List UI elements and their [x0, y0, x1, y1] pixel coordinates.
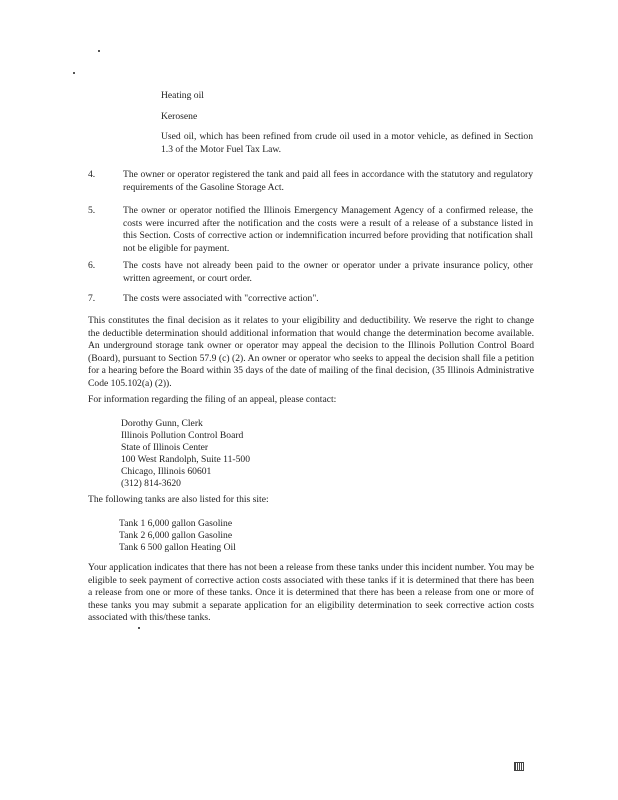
- contact-org: Illinois Pollution Control Board: [121, 430, 244, 441]
- item-number: 5.: [88, 205, 96, 216]
- fuel-kerosene: Kerosene: [161, 111, 198, 122]
- item-number: 6.: [88, 260, 96, 271]
- tank-entry: Tank 2 6,000 gallon Gasoline: [119, 530, 233, 541]
- contact-city: Chicago, Illinois 60601: [121, 466, 212, 477]
- scan-corner-mark: [514, 762, 524, 771]
- tank-entry: Tank 1 6,000 gallon Gasoline: [119, 518, 233, 529]
- item-text: The costs have not already been paid to the owner or operator under a private insurance policy, other written agreement, or court order.: [123, 260, 533, 284]
- scan-speck: [138, 627, 140, 629]
- closing-paragraph: Your application indicates that there has not been a release from these tanks under this incident number. You may be eligible to seek payment of corrective action costs associated with these tanks if it is determined that there has been a release from one or more of these tanks. Once it is determined that there has been a release from one or more of these tanks you may submit a separate application for an eligibility determination to seek corrective action costs associated with this/these tanks.: [88, 562, 534, 624]
- decision-paragraph: This constitutes the final decision as it relates to your eligibility and deductibility. We reserve the right to change the deductible determination should additional information that would change the determination become available. An underground storage tank owner or operator may appeal the decision to the Illinois Pollution Control Board (Board), pursuant to Section 57.9 (c) (2). An owner or operator who seeks to appeal the decision shall file a petition for a hearing before the Board within 35 days of the date of mailing of the final decision, (35 Illinois Administrative Code 105.102(a) (2)).: [88, 315, 534, 389]
- item-text: The owner or operator registered the tank and paid all fees in accordance with the statutory and regulatory requirements of the Gasoline Storage Act.: [123, 169, 533, 193]
- item-text: The costs were associated with "corrective action".: [123, 293, 319, 304]
- scan-speck: [98, 50, 100, 52]
- fuel-used-oil: Used oil, which has been refined from crude oil used in a motor vehicle, as defined in Section 1.3 of the Motor Fuel Tax Law.: [161, 131, 533, 155]
- contact-name: Dorothy Gunn, Clerk: [121, 418, 203, 429]
- item-number: 7.: [88, 293, 96, 304]
- tank-entry: Tank 6 500 gallon Heating Oil: [119, 542, 236, 553]
- tanks-intro: The following tanks are also listed for this site:: [88, 494, 269, 505]
- scan-speck: [73, 72, 75, 74]
- contact-intro: For information regarding the filing of an appeal, please contact:: [88, 394, 337, 405]
- contact-street: 100 West Randolph, Suite 11-500: [121, 454, 251, 465]
- contact-building: State of Illinois Center: [121, 442, 209, 453]
- item-number: 4.: [88, 169, 96, 180]
- contact-phone: (312) 814-3620: [121, 478, 181, 489]
- item-text: The owner or operator notified the Illinois Emergency Management Agency of a confirmed release, the costs were incurred after the notification and the costs were a result of a release of a substance listed in this Section. Costs of corrective action or indemnification incurred before providing that notification shall not be eligible for payment.: [123, 205, 533, 254]
- fuel-heating-oil: Heating oil: [161, 90, 204, 101]
